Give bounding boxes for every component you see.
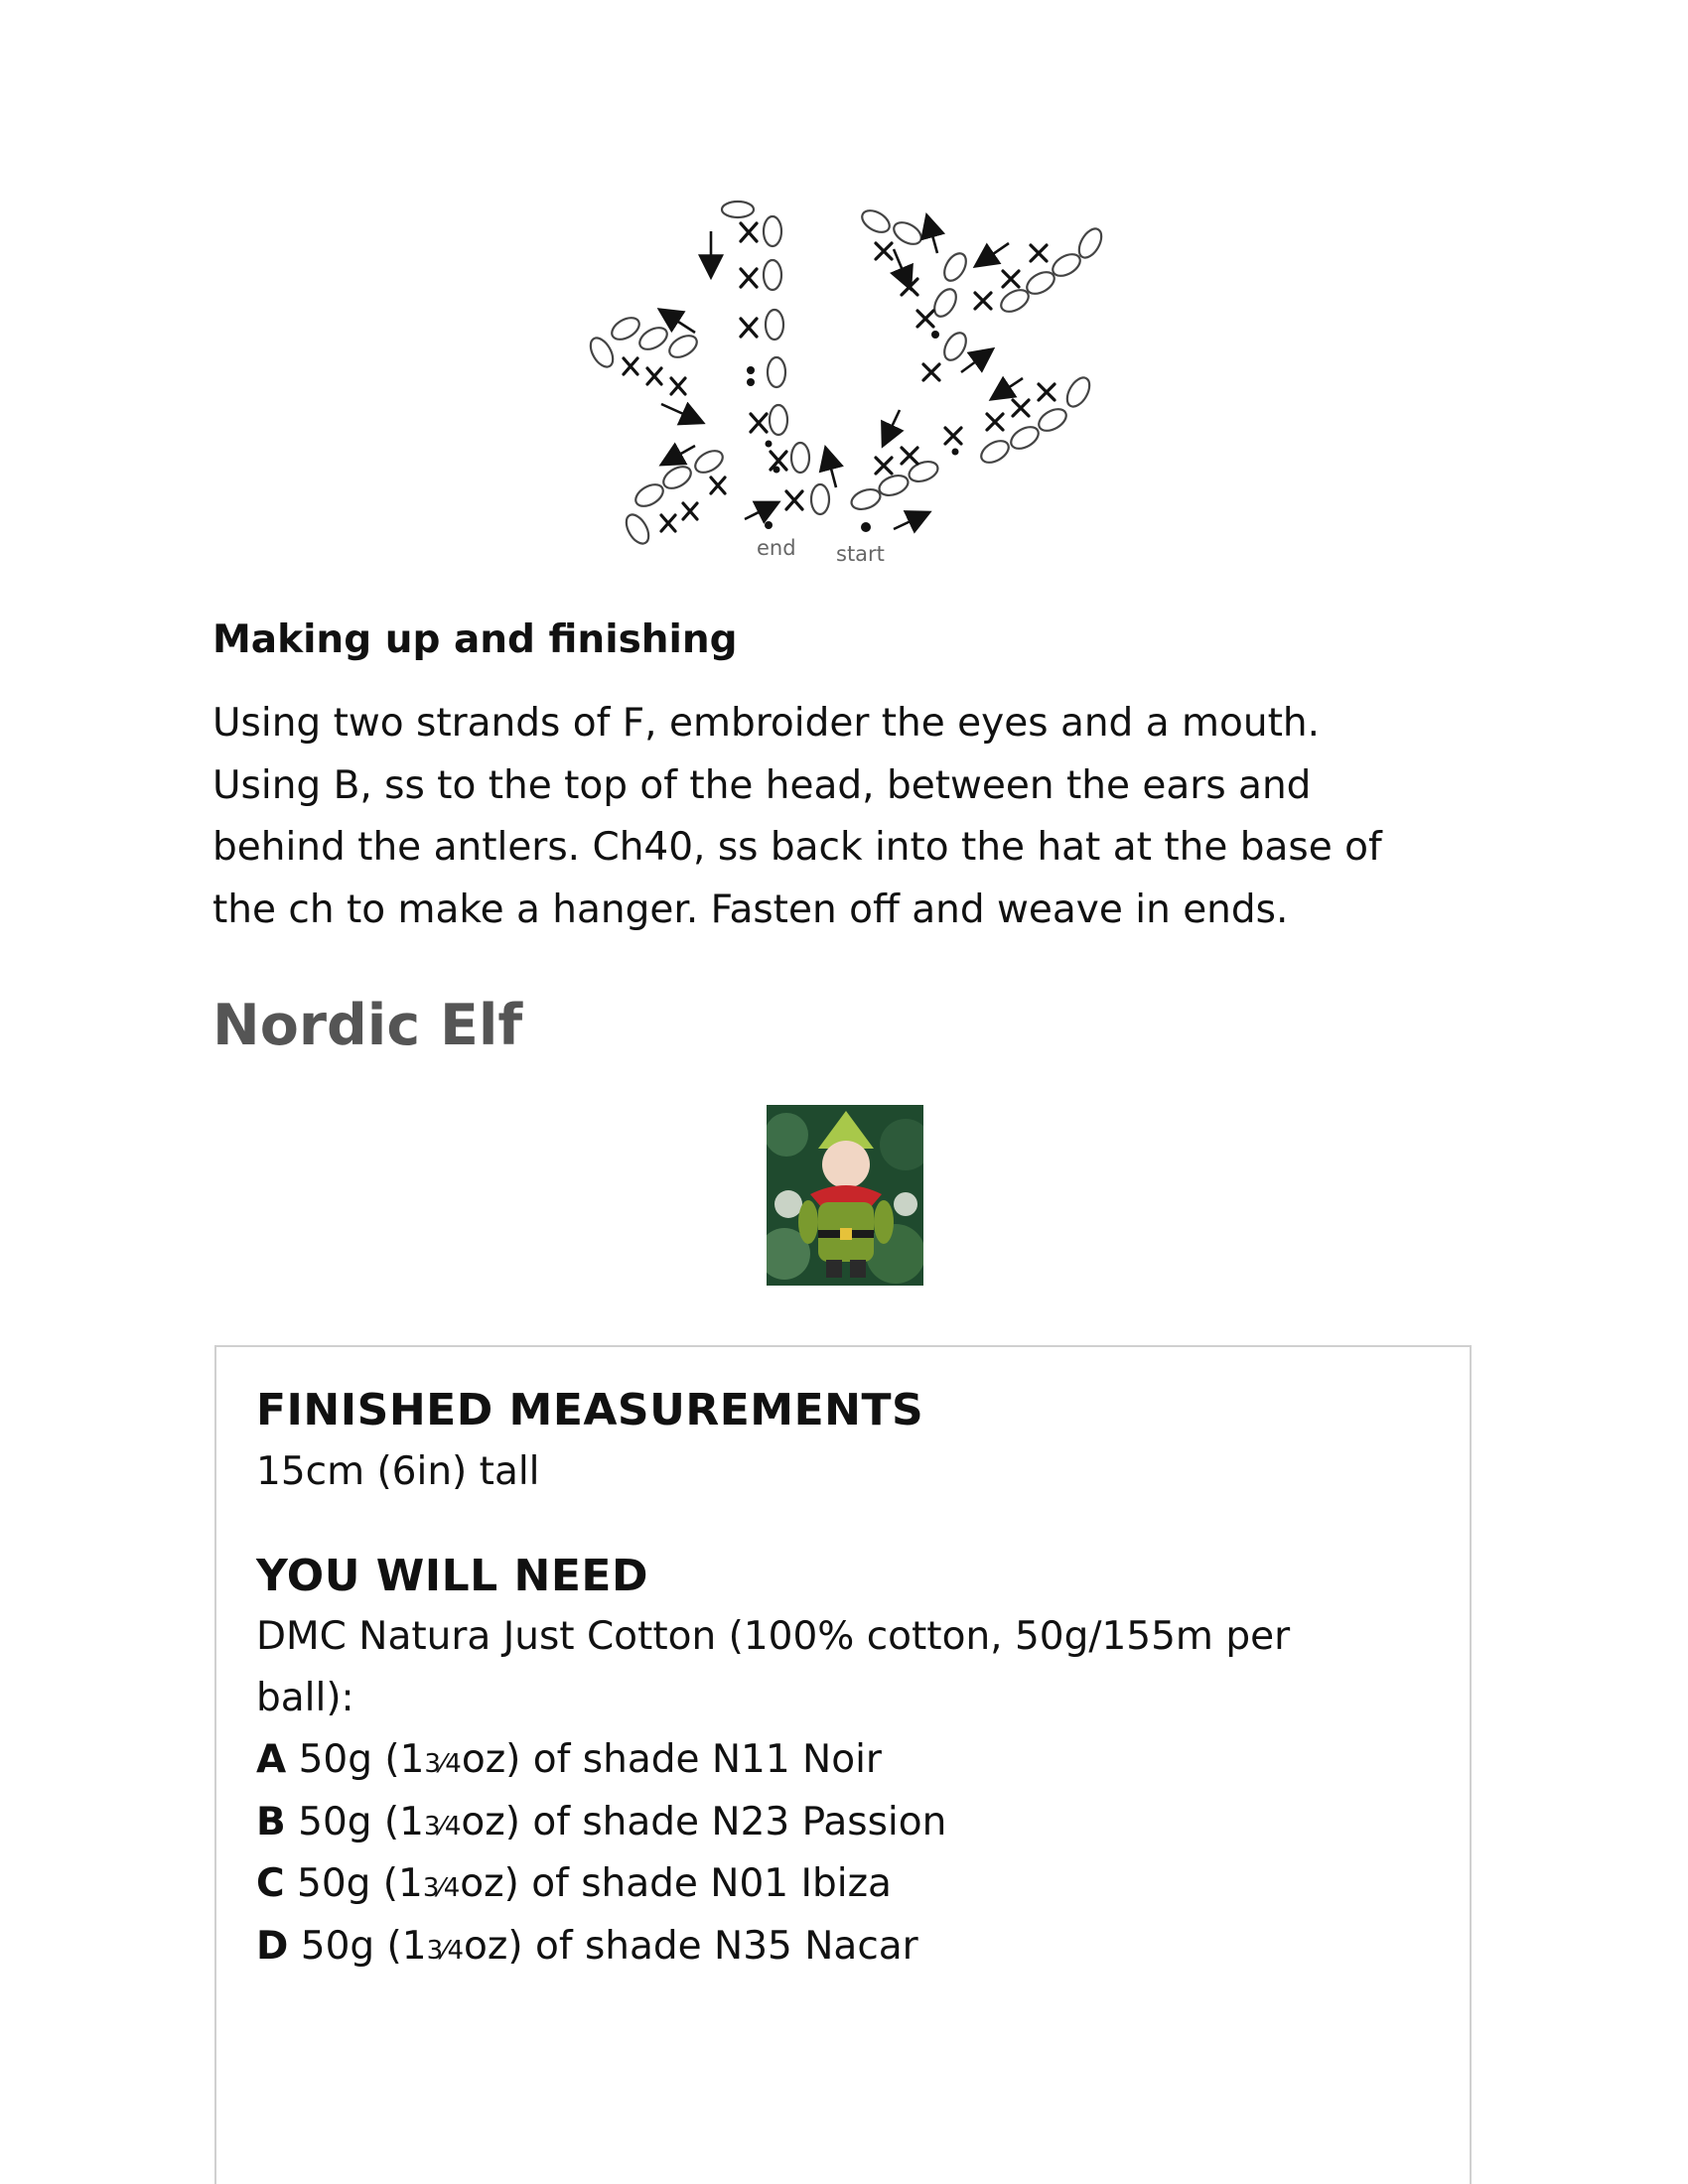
yarn-fraction: 3⁄4 [426,1936,465,1966]
yarn-fraction: 3⁄4 [424,1749,462,1779]
yarn-letter: C [256,1861,285,1906]
crochet-chart-diagram [566,184,1122,571]
making-up-paragraph [212,693,1503,941]
yarn-letter: B [256,1800,286,1844]
paragraph-line: behind the antlers. Ch40, ss back into the hat at the base of [212,825,1382,870]
paragraph-line: the ch to make a hanger. Fasten off and weave in ends. [212,887,1289,932]
chart-end-label: end [757,536,796,560]
yarn-item-b [256,1800,946,1844]
finished-measurements-value: 15cm (6in) tall [256,1449,540,1494]
elf-photo-svg [767,1105,923,1286]
elf-photo [767,1105,923,1286]
yarn-shade: oz) of shade N23 Passion [461,1800,947,1844]
recipe-title: Nordic Elf [212,993,523,1058]
crochet-chart-svg [566,184,1122,571]
yarn-item-c [256,1861,892,1906]
yarn-weight: 50g (1 [298,1800,424,1844]
yarn-weight: 50g (1 [300,1924,427,1969]
chart-start-label: start [836,542,885,566]
yarn-shade: oz) of shade N01 Ibiza [460,1861,892,1906]
yarn-intro-line: DMC Natura Just Cotton (100% cotton, 50g/155m per [256,1614,1291,1659]
yarn-shade: oz) of shade N35 Nacar [464,1924,918,1969]
section-heading-making-up: Making up and finishing [212,617,738,662]
yarn-weight: 50g (1 [298,1737,425,1782]
yarn-item-a [256,1737,882,1782]
paragraph-line: Using two strands of F, embroider the eyes and a mouth. [212,701,1320,746]
yarn-fraction: 3⁄4 [422,1873,461,1903]
yarn-letter: D [256,1924,289,1969]
yarn-shade: oz) of shade N11 Noir [461,1737,882,1782]
you-will-need-heading: YOU WILL NEED [256,1551,649,1601]
finished-measurements-heading: FINISHED MEASUREMENTS [256,1385,924,1435]
yarn-intro-line: ball): [256,1676,354,1720]
paragraph-line: Using B, ss to the top of the head, between the ears and [212,762,1312,808]
yarn-letter: A [256,1737,287,1782]
yarn-weight: 50g (1 [297,1861,423,1906]
yarn-item-d [256,1924,918,1969]
yarn-fraction: 3⁄4 [423,1812,462,1842]
